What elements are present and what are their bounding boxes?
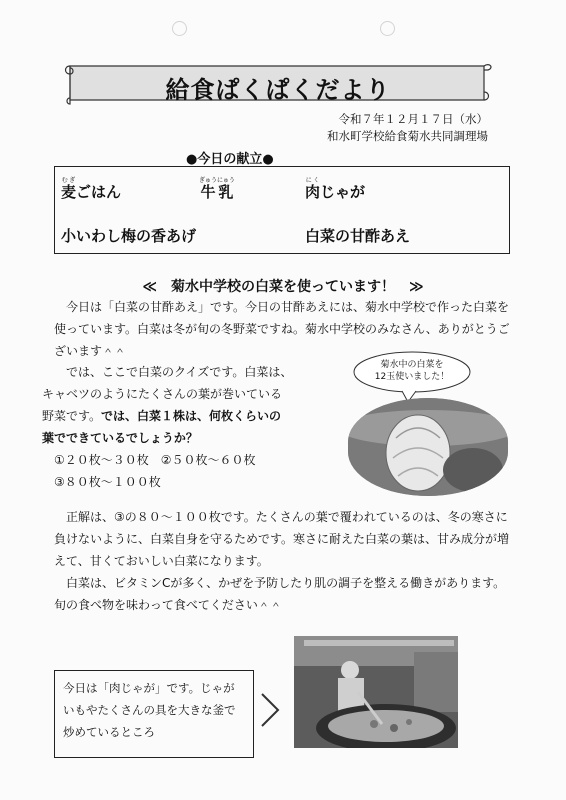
menu-item-sardine: 小いわし梅の香あげ bbox=[61, 227, 197, 245]
cooking-photo bbox=[294, 636, 458, 748]
quiz-option-row-1 bbox=[54, 449, 344, 471]
quiz-line-3: 野菜です。では、白菜１株は、何枚くらいの bbox=[42, 409, 282, 423]
quiz-line-1: では、ここで白菜のクイズです。白菜は、 bbox=[66, 365, 293, 379]
menu-item-milk: 牛乳ぎゅうにゅう bbox=[199, 177, 235, 201]
quiz-question-1: では、白菜１株は、何枚くらいの bbox=[101, 409, 282, 423]
menu-item-nikujaga: 肉にくじゃが bbox=[305, 177, 366, 201]
quiz-line-2: キャベツのようにたくさんの葉が巻いている bbox=[42, 387, 283, 401]
arrow-right-icon bbox=[258, 688, 292, 732]
quiz-option-2: ②５０枚～６０枚 bbox=[160, 453, 256, 467]
newsletter-title: 給食ぱくぱくだより bbox=[165, 76, 391, 104]
menu-item-hakusai: 白菜の甘酢あえ bbox=[305, 227, 411, 245]
bubble-line-1: 菊水中の白菜を bbox=[380, 360, 444, 370]
article-paragraph-1: 今日は「白菜の甘酢あえ」です。今日の甘酢あえには、菊水中学校で作った白菜を使っています。白菜は冬が旬の冬野菜ですね。菊水中学校のみなさん、ありがとうございます＾＾ bbox=[54, 300, 510, 358]
menu-heading: ●今日の献立● bbox=[186, 152, 274, 167]
hakusai-photo bbox=[348, 398, 508, 496]
article-heading: ≪ 菊水中学校の白菜を使っています！ ≫ bbox=[142, 279, 424, 295]
nutrition-paragraph: 白菜は、ビタミンCが多く、かぜを予防したり肌の調子を整える働きがあります。旬の食べ物を味わって食べてください＾＾ bbox=[54, 576, 506, 612]
kitchen-illustration bbox=[294, 636, 458, 748]
issue-date: 令和７年１２月１７日（水） bbox=[338, 112, 488, 126]
menu-item-rice: 麦むぎごはん bbox=[61, 177, 122, 201]
speech-bubble bbox=[352, 350, 472, 400]
menu-box bbox=[54, 166, 510, 254]
cabbage-illustration bbox=[348, 398, 508, 496]
quiz-option-1: ①２０枚～３０枚 bbox=[54, 453, 149, 467]
answer-paragraph: 正解は、③の８０～１００枚です。たくさんの葉で覆われているのは、冬の寒さに負けないように、白菜自身を守るためです。寒さに耐えた白菜の葉は、甘み成分が増えて、甘くておいしい白菜になります。 bbox=[54, 510, 510, 568]
bubble-line-2: 12玉使いました！ bbox=[374, 372, 450, 382]
quiz-paragraph bbox=[42, 361, 344, 493]
punch-hole-left bbox=[172, 21, 187, 36]
title-banner bbox=[62, 60, 494, 108]
quiz-option-3: ③８０枚～１００枚 bbox=[54, 475, 161, 489]
quiz-question-2: 葉でできているでしょうか？ bbox=[42, 431, 198, 445]
organization-name: 和水町学校給食菊水共同調理場 bbox=[327, 129, 488, 143]
nikujaga-note-box: 今日は「肉じゃが」です。じゃがいもやたくさんの具を大きな釜で炒めているところ bbox=[54, 670, 254, 758]
punch-hole-right bbox=[380, 21, 395, 36]
